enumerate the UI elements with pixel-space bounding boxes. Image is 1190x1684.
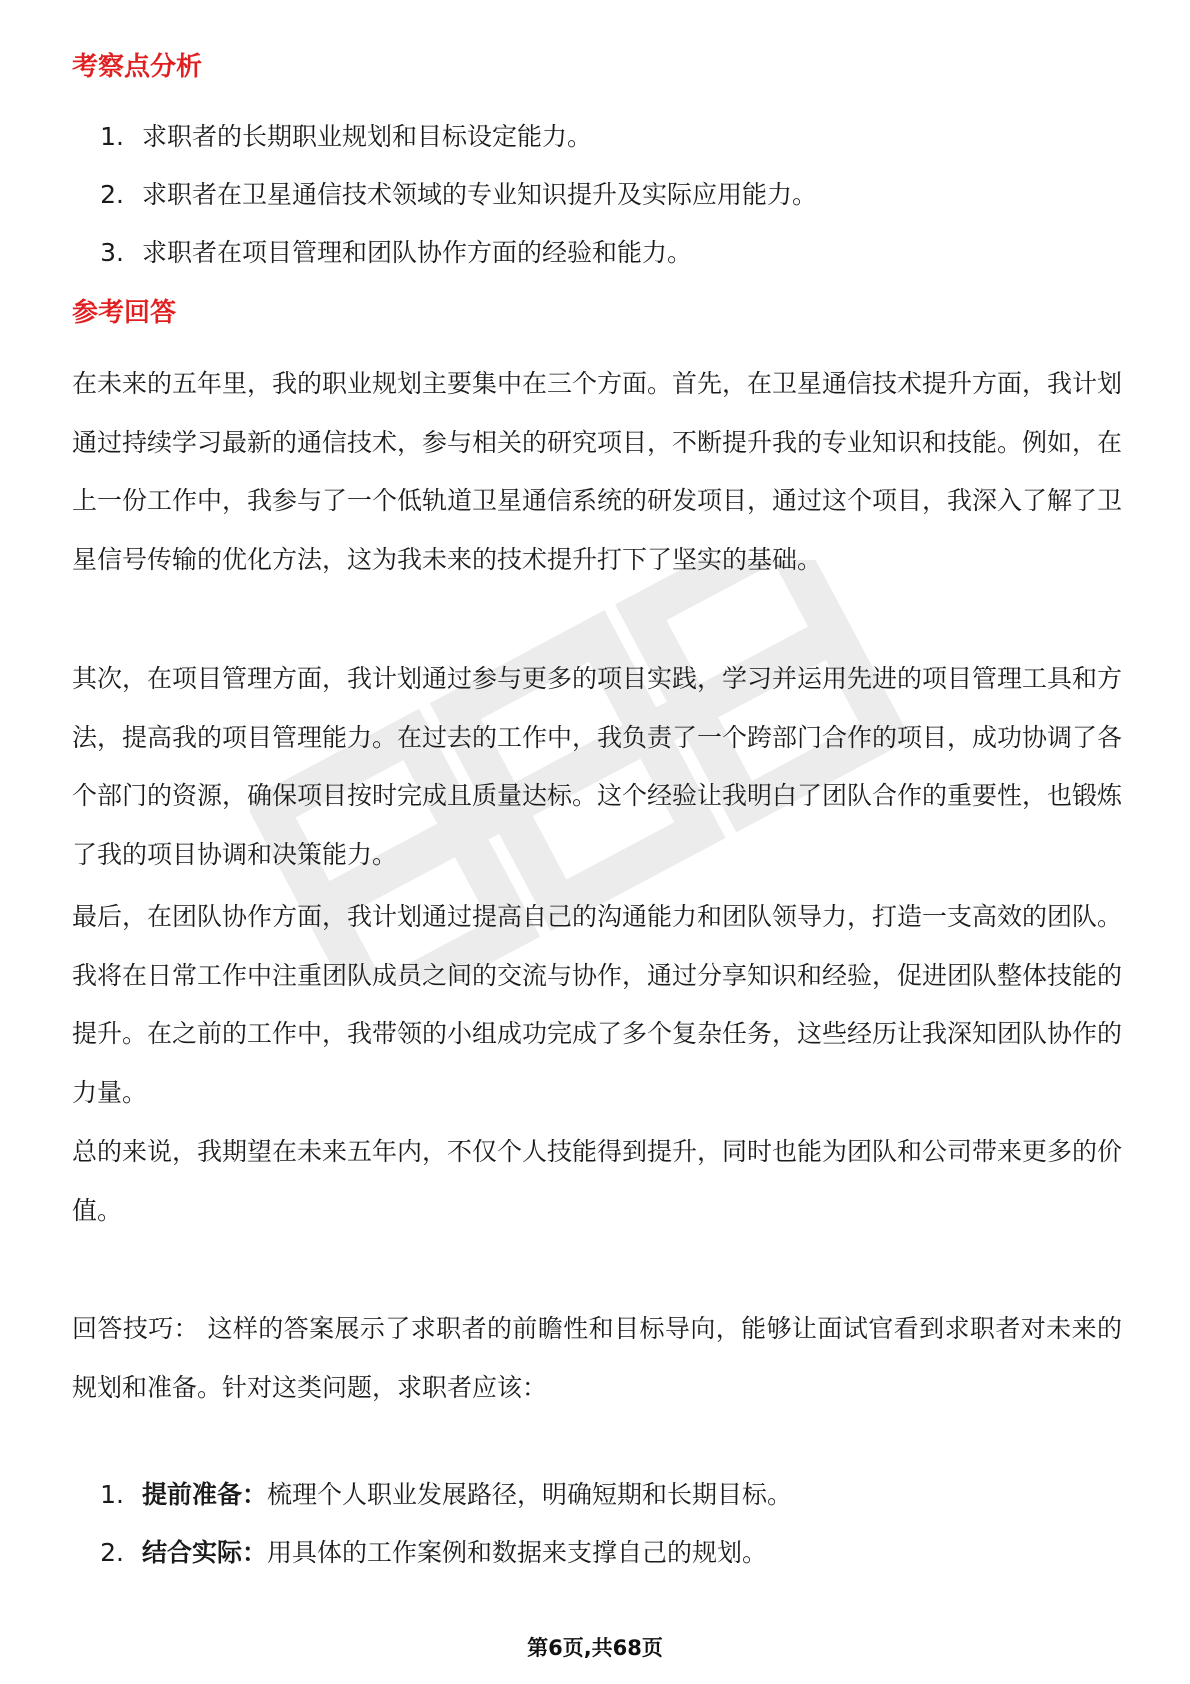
list-number: 3.: [100, 238, 124, 267]
section-heading-analysis: 考察点分析: [72, 52, 203, 82]
page-number-footer: 第6页,共68页: [527, 1636, 663, 1660]
list-number: 1.: [100, 122, 124, 151]
list-number: 1.: [100, 1480, 124, 1509]
analysis-list: [72, 108, 1122, 282]
list-number: 2.: [100, 180, 124, 209]
tip-label: 提前准备：: [142, 1480, 268, 1509]
list-item: [72, 166, 1122, 224]
answer-paragraph-3: 最后，在团队协作方面，我计划通过提高自己的沟通能力和团队领导力，打造一支高效的团队。我将在日常工作中注重团队成员之间的交流与协作，通过分享知识和经验，促进团队整体技能的提升。在之前的工作中，我带领的小组成功完成了多个复杂任务，这些经历让我深知团队协作的力量。: [72, 902, 1123, 1107]
answer-paragraph-1: 在未来的五年里，我的职业规划主要集中在三个方面。首先，在卫星通信技术提升方面，我计划通过持续学习最新的通信技术，参与相关的研究项目，不断提升我的专业知识和技能。例如，在上一份工作中，我参与了一个低轨道卫星通信系统的研发项目，通过这个项目，我深入了解了卫星信号传输的优化方法，这为我未来的技术提升打下了坚实的基础。: [72, 369, 1123, 574]
answer-paragraph-2: 其次，在项目管理方面，我计划通过参与更多的项目实践，学习并运用先进的项目管理工具和方法，提高我的项目管理能力。在过去的工作中，我负责了一个跨部门合作的项目，成功协调了各个部门的资源，确保项目按时完成且质量达标。这个经验让我明白了团队合作的重要性，也锻炼了我的项目协调和决策能力。: [72, 664, 1123, 869]
list-text: 求职者在项目管理和团队协作方面的经验和能力。: [142, 238, 693, 267]
tip-text: 用具体的工作案例和数据来支撑自己的规划。: [267, 1538, 768, 1567]
tip-label: 结合实际：: [142, 1538, 268, 1567]
list-item: [72, 1524, 1122, 1582]
answer-tips-intro: 回答技巧： 这样的答案展示了求职者的前瞻性和目标导向，能够让面试官看到求职者对未来的规划和准备。针对这类问题，求职者应该：: [72, 1314, 1122, 1402]
section-heading-answer: 参考回答: [72, 298, 177, 328]
list-item: [72, 224, 1122, 282]
answer-paragraph-4: 总的来说，我期望在未来五年内，不仅个人技能得到提升，同时也能为团队和公司带来更多的价值。: [72, 1137, 1123, 1225]
tip-text: 梳理个人职业发展路径，明确短期和长期目标。: [267, 1480, 793, 1509]
list-text: 求职者在卫星通信技术领域的专业知识提升及实际应用能力。: [142, 180, 818, 209]
list-item: [72, 1466, 1122, 1524]
list-number: 2.: [100, 1538, 124, 1567]
list-text: 求职者的长期职业规划和目标设定能力。: [142, 122, 593, 151]
list-item: [72, 108, 1122, 166]
tips-list: [72, 1466, 1122, 1582]
